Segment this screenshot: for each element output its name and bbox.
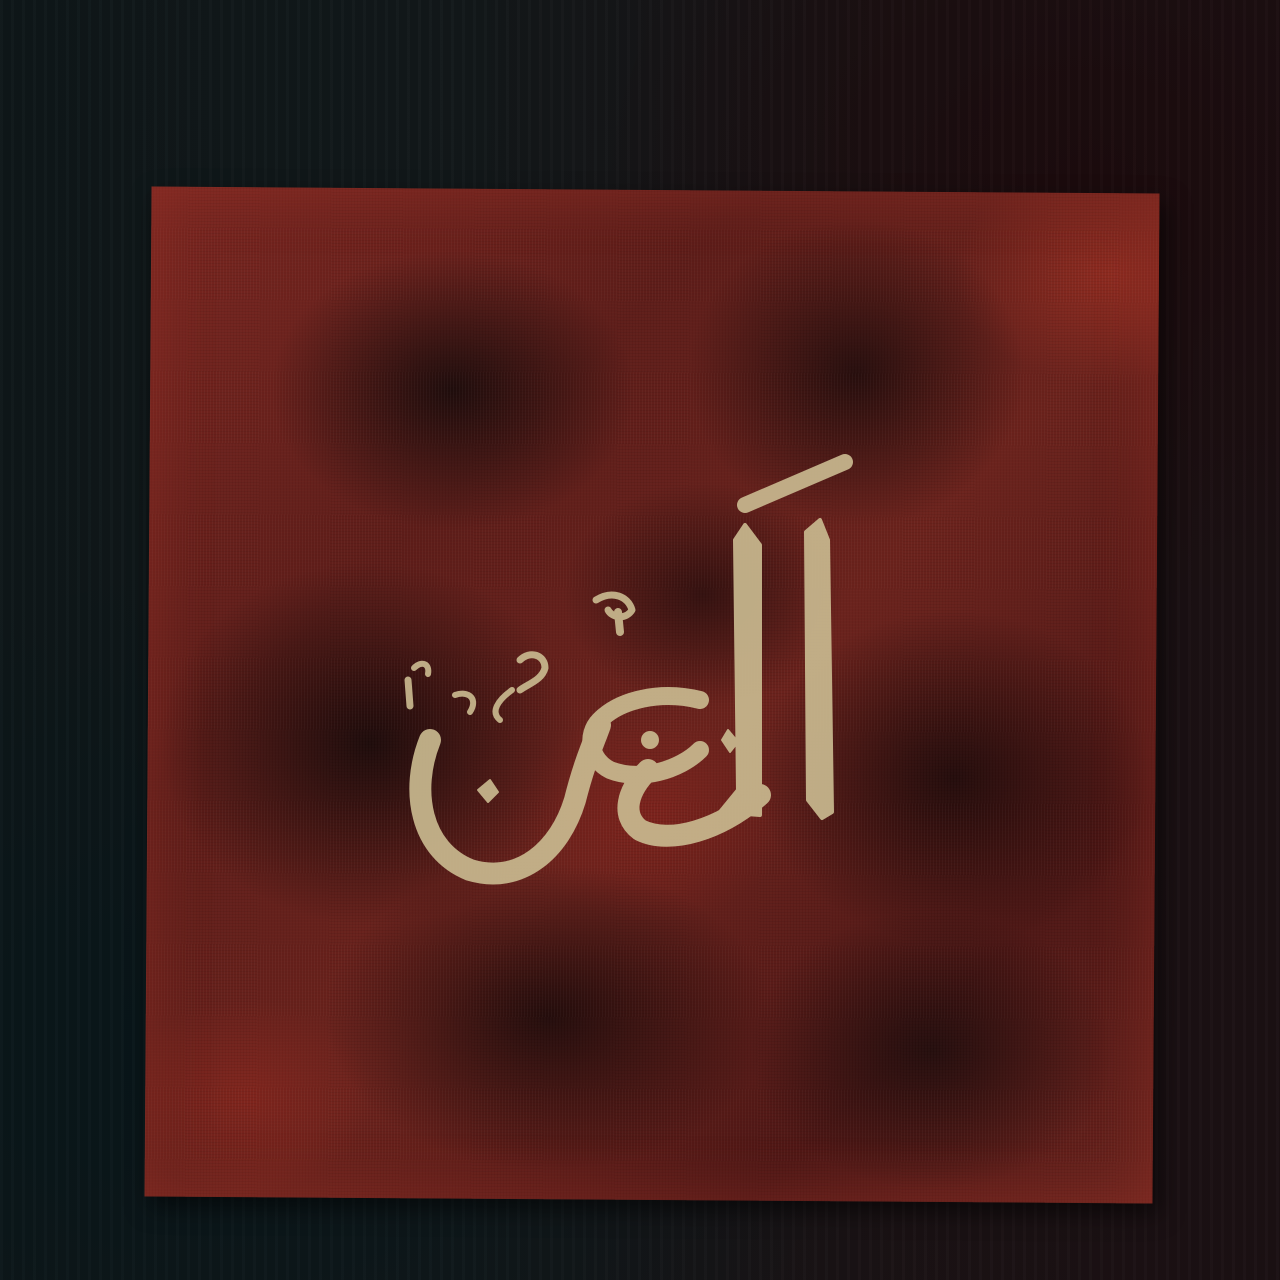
- nun-stroke: [420, 725, 600, 874]
- damma-mark-3: [520, 655, 545, 690]
- lam-stroke: [720, 525, 760, 815]
- fatha-stroke: [745, 462, 845, 505]
- shadda-mark: [408, 680, 410, 706]
- meem-dot: [641, 731, 659, 749]
- sukun-mark: [496, 690, 512, 720]
- madda-mark: [455, 694, 473, 712]
- damma-mark-2: [596, 595, 632, 617]
- tail-mark: [414, 664, 428, 674]
- alif-stroke: [806, 520, 832, 818]
- nun-dot: [478, 780, 498, 802]
